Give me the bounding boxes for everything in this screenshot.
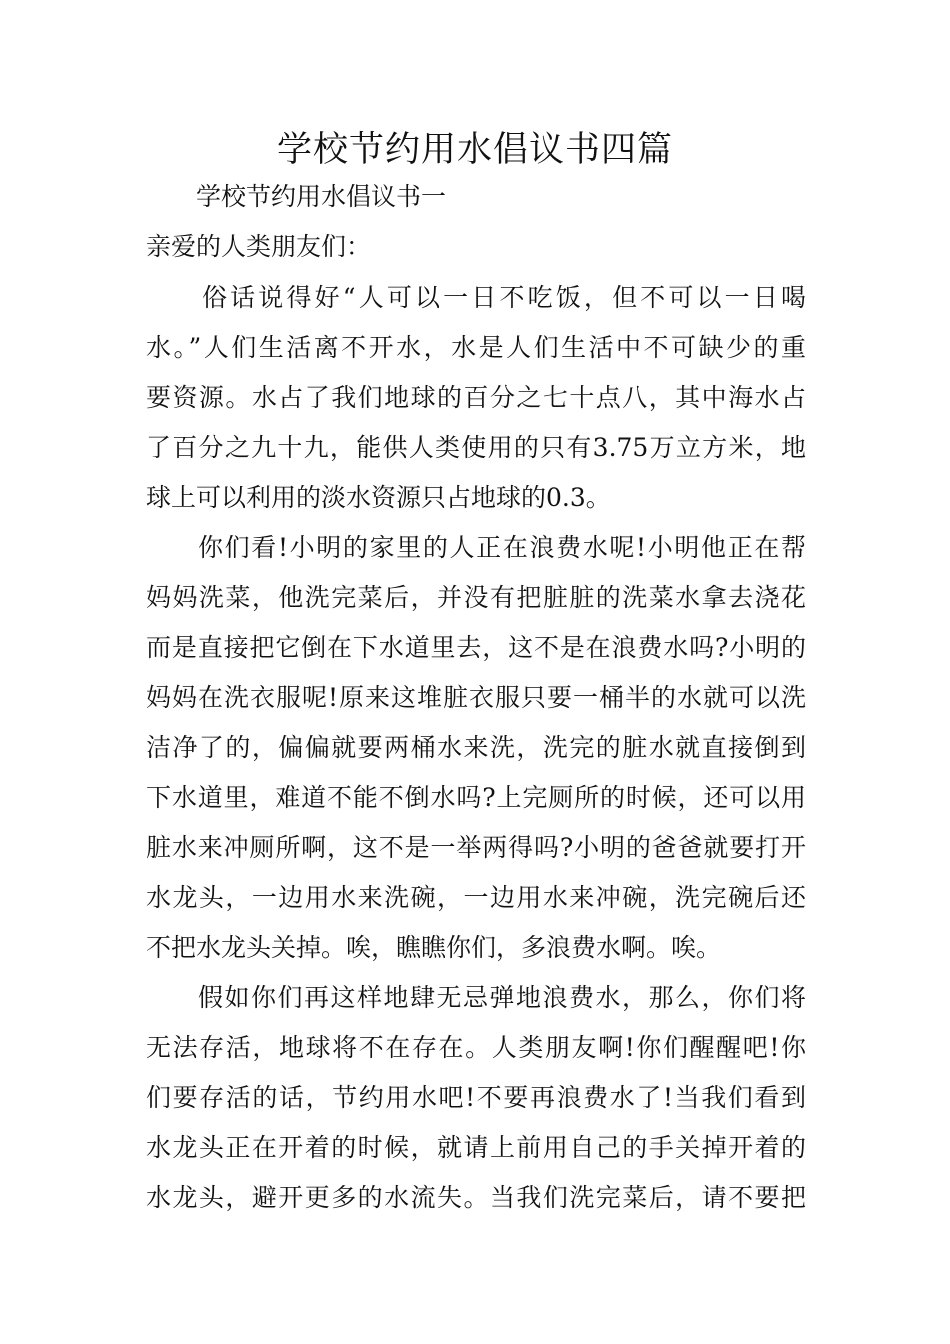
paragraph-2-line-6: 下水道里，难道不能不倒水吗?上完厕所的时候，还可以用	[146, 783, 806, 812]
paragraph-2-line-5: 洁净了的，偏偏就要两桶水来洗，洗完的脏水就直接倒到	[146, 733, 806, 762]
paragraph-2-line-9: 不把水龙头关掉。唉，瞧瞧你们，多浪费水啊。唉。	[146, 933, 722, 962]
paragraph-1-line-3: 要资源。水占了我们地球的百分之七十点八，其中海水占	[146, 383, 806, 412]
paragraph-2-line-2: 妈妈洗菜，他洗完菜后，并没有把脏脏的洗菜水拿去浇花	[146, 583, 806, 612]
document-subtitle: 学校节约用水倡议书一	[196, 182, 447, 211]
paragraph-3-line-3: 们要存活的话，节约用水吧!不要再浪费水了!当我们看到	[146, 1083, 806, 1112]
paragraph-1-line-5: 球上可以利用的淡水资源只占地球的0.3。	[146, 483, 611, 512]
paragraph-2-line-1: 你们看!小明的家里的人正在浪费水呢!小明他正在帮	[198, 533, 806, 562]
greeting-line: 亲爱的人类朋友们：	[146, 232, 372, 261]
paragraph-1-line-1: 俗话说得好“人可以一日不吃饭，但不可以一日喝	[202, 283, 806, 312]
paragraph-1-line-4: 了百分之九十九，能供人类使用的只有3.75万立方米，地	[146, 433, 806, 462]
paragraph-1-line-2: 水。”人们生活离不开水，水是人们生活中不可缺少的重	[146, 333, 806, 362]
paragraph-3-line-2: 无法存活，地球将不在存在。人类朋友啊!你们醒醒吧!你	[146, 1033, 806, 1062]
paragraph-2-line-8: 水龙头，一边用水来洗碗，一边用水来冲碗，洗完碗后还	[146, 883, 806, 912]
document-title: 学校节约用水倡议书四篇	[276, 130, 673, 170]
paragraph-3-line-1: 假如你们再这样地肆无忌弹地浪费水，那么，你们将	[198, 983, 806, 1012]
paragraph-3-line-5: 水龙头，避开更多的水流失。当我们洗完菜后，请不要把	[146, 1183, 806, 1212]
paragraph-3-line-4: 水龙头正在开着的时候，就请上前用自己的手关掉开着的	[146, 1133, 806, 1162]
paragraph-2-line-3: 而是直接把它倒在下水道里去，这不是在浪费水吗?小明的	[146, 633, 806, 662]
paragraph-2-line-4: 妈妈在洗衣服呢!原来这堆脏衣服只要一桶半的水就可以洗	[146, 683, 806, 712]
paragraph-2-line-7: 脏水来冲厕所啊，这不是一举两得吗?小明的爸爸就要打开	[146, 833, 806, 862]
